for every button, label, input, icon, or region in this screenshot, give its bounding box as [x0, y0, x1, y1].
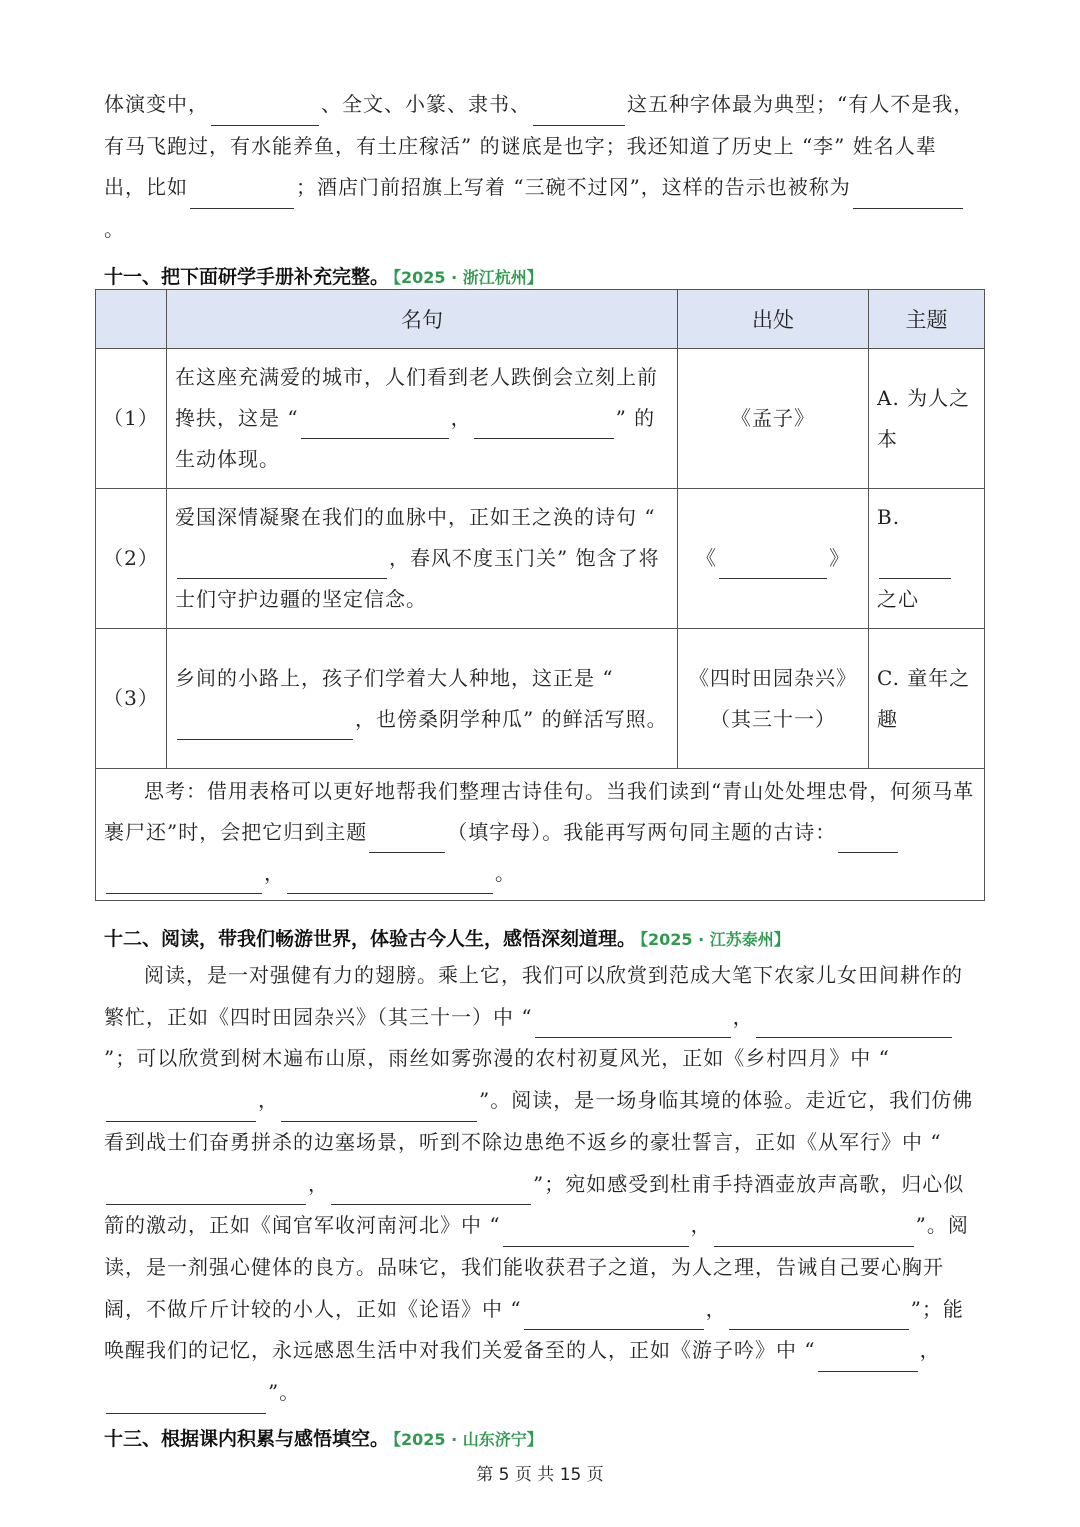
source-tag: 【2025 · 山东济宁】 — [393, 1430, 543, 1449]
source-cell — [678, 629, 869, 769]
answer-blank[interactable] — [211, 101, 319, 126]
source-tag: 【2025 · 浙江杭州】 — [393, 268, 543, 287]
think-text: 思考：借用表格可以更好地帮我们整理古诗佳句。当我们读到“青山处处埋忠骨，何须马革裹尸还”时，会把它归到主题 — [104, 779, 975, 844]
section-title: 十二、阅读，带我们畅游世界，体验古今人生，感悟深刻道理。 — [104, 928, 637, 950]
source-cell: 《孟子》 — [678, 349, 869, 489]
quote-cell — [167, 349, 678, 489]
para-text: ”；能唤醒我们的记忆，永远感恩生活中对我们关爱备至的人，正如《游子吟》中 “ — [104, 1296, 964, 1363]
think-text: 。 — [495, 861, 516, 885]
think-cell — [96, 769, 985, 901]
theme-text: B. — [877, 505, 901, 529]
intro-text: 。 — [104, 217, 125, 242]
answer-blank[interactable] — [369, 828, 445, 853]
header-cell — [96, 290, 167, 349]
answer-blank[interactable] — [287, 869, 493, 894]
answer-blank[interactable] — [106, 1097, 256, 1122]
section-title: 十一、把下面研学手册补充完整。 — [104, 266, 390, 288]
para-text: ”；宛如感受到杜甫手持酒壶放声高歌，归心似箭的激动，正如《闻官军收河南河北》中 “ — [104, 1171, 965, 1238]
source-cell — [678, 489, 869, 629]
answer-blank[interactable] — [503, 1222, 689, 1247]
para-text: 阅读，是一对强健有力的翅膀。乘上它，我们可以欣赏到范成大笔下农家儿女田间耕作的繁忙，正如《四时田园杂兴》（其三十一）中 “ — [104, 963, 963, 1029]
answer-blank[interactable] — [474, 414, 614, 439]
para-text: ”。阅读，是一场身临其境的体验。走近它，我们仿佛看到战士们奋勇拼杀的边塞场景，听到不除边患绝不返乡的豪壮誓言，正如《从军行》中 “ — [104, 1088, 974, 1154]
quote-text: 爱国深情凝聚在我们的血脉中，正如王之涣的诗句 “ — [175, 505, 656, 529]
quote-text: ， — [450, 406, 472, 430]
theme-cell — [869, 489, 985, 629]
answer-blank[interactable] — [177, 715, 353, 740]
intro-text: 体演变中， — [104, 92, 209, 116]
source-text: 《 — [696, 546, 717, 570]
answer-blank[interactable] — [535, 1013, 731, 1038]
answer-blank[interactable] — [853, 184, 963, 209]
reading-paragraph — [104, 955, 978, 1414]
para-text: ， — [308, 1171, 329, 1196]
theme-cell: C. 童年之趣 — [869, 629, 985, 769]
section-13-heading — [104, 1424, 543, 1451]
think-row — [96, 769, 985, 901]
quote-cell — [167, 489, 678, 629]
think-text: （填字母）。我能再写两句同主题的古诗： — [447, 820, 837, 844]
intro-text: ；酒店门前招旗上写着 “三碗不过冈”，这样的告示也被称为 — [296, 175, 851, 200]
para-text: ， — [705, 1296, 727, 1321]
answer-blank[interactable] — [756, 1013, 952, 1038]
answer-blank[interactable] — [177, 554, 387, 579]
quote-text: 在这座充满爱的城市，人们看到老人跌倒会立刻上前搀扶，这是 “ — [175, 365, 658, 430]
section-12-heading — [104, 924, 790, 951]
answer-blank[interactable] — [106, 1180, 306, 1205]
para-text: ， — [258, 1088, 279, 1113]
answer-blank[interactable] — [714, 1222, 914, 1247]
table-row — [96, 349, 985, 489]
row-number: （3） — [96, 629, 167, 769]
para-text: ”。阅读，是一剂强心健体的良方。品味它，我们能收获君子之道，为人之理，告诫自己要心胸开阔，不做斤斤计较的小人，正如《论语》中 “ — [104, 1213, 969, 1321]
answer-blank[interactable] — [533, 101, 625, 126]
answer-blank[interactable] — [106, 1389, 266, 1414]
para-text: ， — [690, 1213, 712, 1238]
answer-blank[interactable] — [301, 414, 449, 439]
answer-blank[interactable] — [719, 554, 827, 579]
row-number: （1） — [96, 349, 167, 489]
para-text: ， — [732, 1004, 754, 1029]
answer-blank[interactable] — [729, 1305, 909, 1330]
table-header-row — [96, 290, 985, 349]
answer-blank[interactable] — [524, 1305, 704, 1330]
answer-blank[interactable] — [106, 869, 262, 894]
section-title: 十三、根据课内积累与感悟填空。 — [104, 1428, 390, 1450]
quote-text: 乡间的小路上，孩子们学着大人种地，这正是 “ — [175, 665, 614, 690]
table-row — [96, 629, 985, 769]
theme-text: 之心 — [877, 587, 919, 611]
answer-blank[interactable] — [879, 554, 951, 579]
answer-blank[interactable] — [331, 1180, 531, 1205]
answer-blank[interactable] — [838, 828, 898, 853]
intro-text: 这五种字体最为典型；“有人不是我，有马飞跑过，有水能养鱼，有土庄稼活” 的谜底是也字；我还知道了历史上 “李” 姓名人辈出，比如 — [104, 92, 975, 200]
answer-blank[interactable] — [190, 184, 294, 209]
study-handbook-table — [95, 289, 985, 901]
quote-cell — [167, 629, 678, 769]
para-text: ， — [919, 1338, 941, 1363]
theme-cell: A. 为人之本 — [869, 349, 985, 489]
intro-text: 、全文、小篆、隶书、 — [321, 92, 531, 116]
quote-text: ，也傍桑阴学种瓜” 的鲜活写照。 — [355, 706, 668, 731]
answer-blank[interactable] — [281, 1097, 477, 1122]
quote-text: ” 的生动体现。 — [175, 406, 656, 471]
intro-paragraph — [104, 84, 978, 251]
para-text: ”。 — [268, 1380, 301, 1405]
source-text: 》 — [829, 546, 850, 570]
source-text: 《四时田园杂兴》 — [689, 665, 857, 690]
header-cell: 名句 — [167, 290, 678, 349]
table-row — [96, 489, 985, 629]
source-text: （其三十一） — [710, 706, 836, 731]
header-cell: 出处 — [678, 290, 869, 349]
think-text: ， — [264, 861, 285, 885]
source-tag: 【2025 · 江苏泰州】 — [640, 930, 790, 949]
header-cell: 主题 — [869, 290, 985, 349]
para-text: ”；可以欣赏到树木遍布山原，雨丝如雾弥漫的农村初夏风光，正如《乡村四月》中 “ — [104, 1046, 890, 1071]
page-number: 第 5 页 共 15 页 — [476, 1465, 604, 1485]
answer-blank[interactable] — [818, 1347, 918, 1372]
quote-text: ，春风不度玉门关” 饱含了将士们守护边疆的坚定信念。 — [175, 546, 660, 611]
row-number: （2） — [96, 489, 167, 629]
section-11-heading — [104, 262, 543, 289]
